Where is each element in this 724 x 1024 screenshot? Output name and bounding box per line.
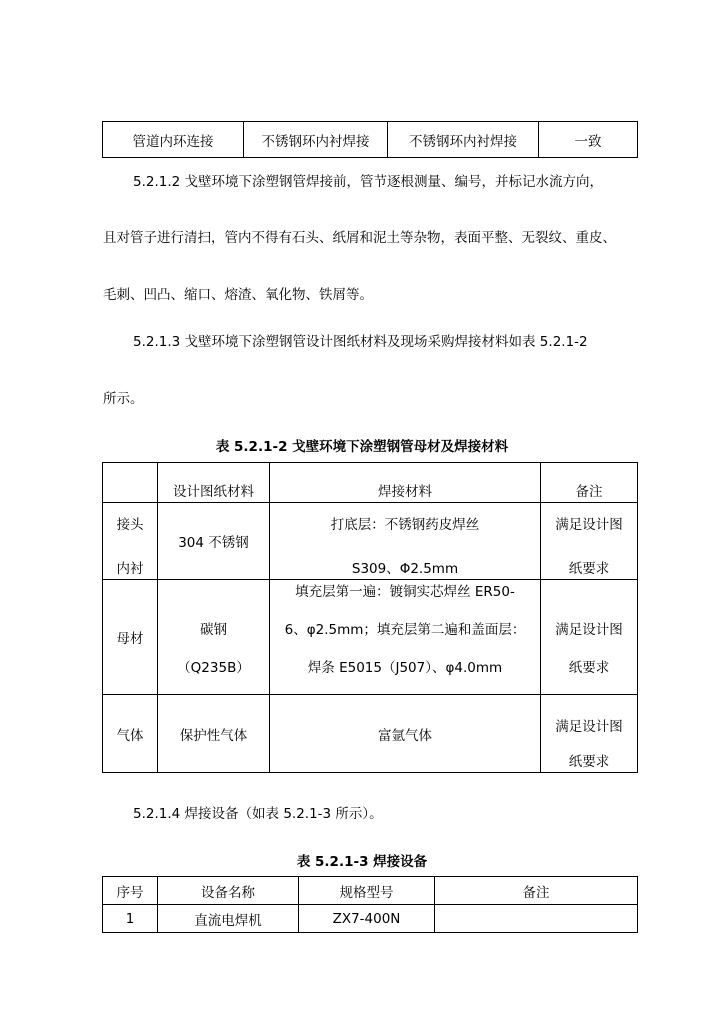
paragraph-line: 毛刺、凹凸、缩口、熔渣、氧化物、铁屑等。 [103,287,373,303]
table-caption: 表 5.2.1-2 戈壁环境下涂塑钢管母材及焊接材料 [215,439,509,455]
table-cell: 不锈钢环内衬焊接 [244,122,388,158]
cell-text: （Q235B） [177,660,250,676]
table-cell: 富氩气体 [270,695,541,773]
paragraph-line: 5.2.1.2 戈壁环境下涂塑钢管焊接前，管节逐根测量、编号，并标记水流方向， [133,174,604,190]
header-cell: 设备名称 [158,877,299,905]
cell-text: 纸要求 [568,660,610,676]
table-cell: 气体 [103,695,158,773]
equipment-table [102,876,638,933]
table-row [103,503,638,580]
table-cell: 1 [103,905,158,933]
table-cell [541,695,638,773]
cell-text: 满足设计图 [555,517,623,533]
header-cell: 焊接材料 [270,463,541,503]
table-cell: 管道内环连接 [103,122,244,158]
table-cell: 304 不锈钢 [158,503,270,580]
table-cell: ZX7-400N [299,905,435,933]
table-cell [270,503,541,580]
table-cell [103,503,158,580]
table-cell [435,905,638,933]
paragraph-line: 且对管子进行清扫，管内不得有石头、纸屑和泥土等杂物，表面平整、无裂纹、重皮、 [103,230,616,246]
table-cell: 一致 [539,122,638,158]
table-header-row [103,463,638,503]
cell-text: 焊条 E5015（J507）、φ4.0mm [307,660,503,676]
table-caption: 表 5.2.1-3 焊接设备 [296,854,428,870]
table-cell: 直流电焊机 [158,905,299,933]
header-cell: 设计图纸材料 [158,463,270,503]
table-row [103,905,638,933]
table-header-row [103,877,638,905]
table-cell [541,580,638,695]
header-cell: 序号 [103,877,158,905]
paragraph-line: 5.2.1.3 戈壁环境下涂塑钢管设计图纸材料及现场采购焊接材料如表 5.2.1-2 [133,334,588,350]
table-cell: 不锈钢环内衬焊接 [388,122,539,158]
cell-text: 填充层第一遍：镀铜实芯焊丝 ER50- [295,584,515,600]
table-cell: 保护性气体 [158,695,270,773]
cell-text: 满足设计图 [555,719,623,735]
cell-text: 满足设计图 [555,622,623,638]
materials-table [102,462,638,773]
cell-text: 打底层：不锈钢药皮焊丝 [330,517,480,533]
table-cell [158,580,270,695]
cell-text: 6、φ2.5mm；填充层第二遍和盖面层： [284,622,526,638]
top-table [102,121,638,158]
table-row [103,122,638,158]
table-cell [541,503,638,580]
table-row [103,580,638,695]
cell-text: S309、Φ2.5mm [351,561,459,577]
cell-text: 纸要求 [568,561,610,577]
paragraph-line: 所示。 [103,391,144,407]
cell-text: 碳钢 [200,622,227,638]
cell-text: 接头 [116,517,144,533]
header-cell: 备注 [435,877,638,905]
header-cell [103,463,158,503]
table-row [103,695,638,773]
cell-text: 纸要求 [568,754,610,770]
paragraph-line: 5.2.1.4 焊接设备（如表 5.2.1-3 所示）。 [133,806,383,822]
table-cell: 母材 [103,580,158,695]
cell-text: 内衬 [116,561,144,577]
header-cell: 规格型号 [299,877,435,905]
header-cell: 备注 [541,463,638,503]
table-cell [270,580,541,695]
